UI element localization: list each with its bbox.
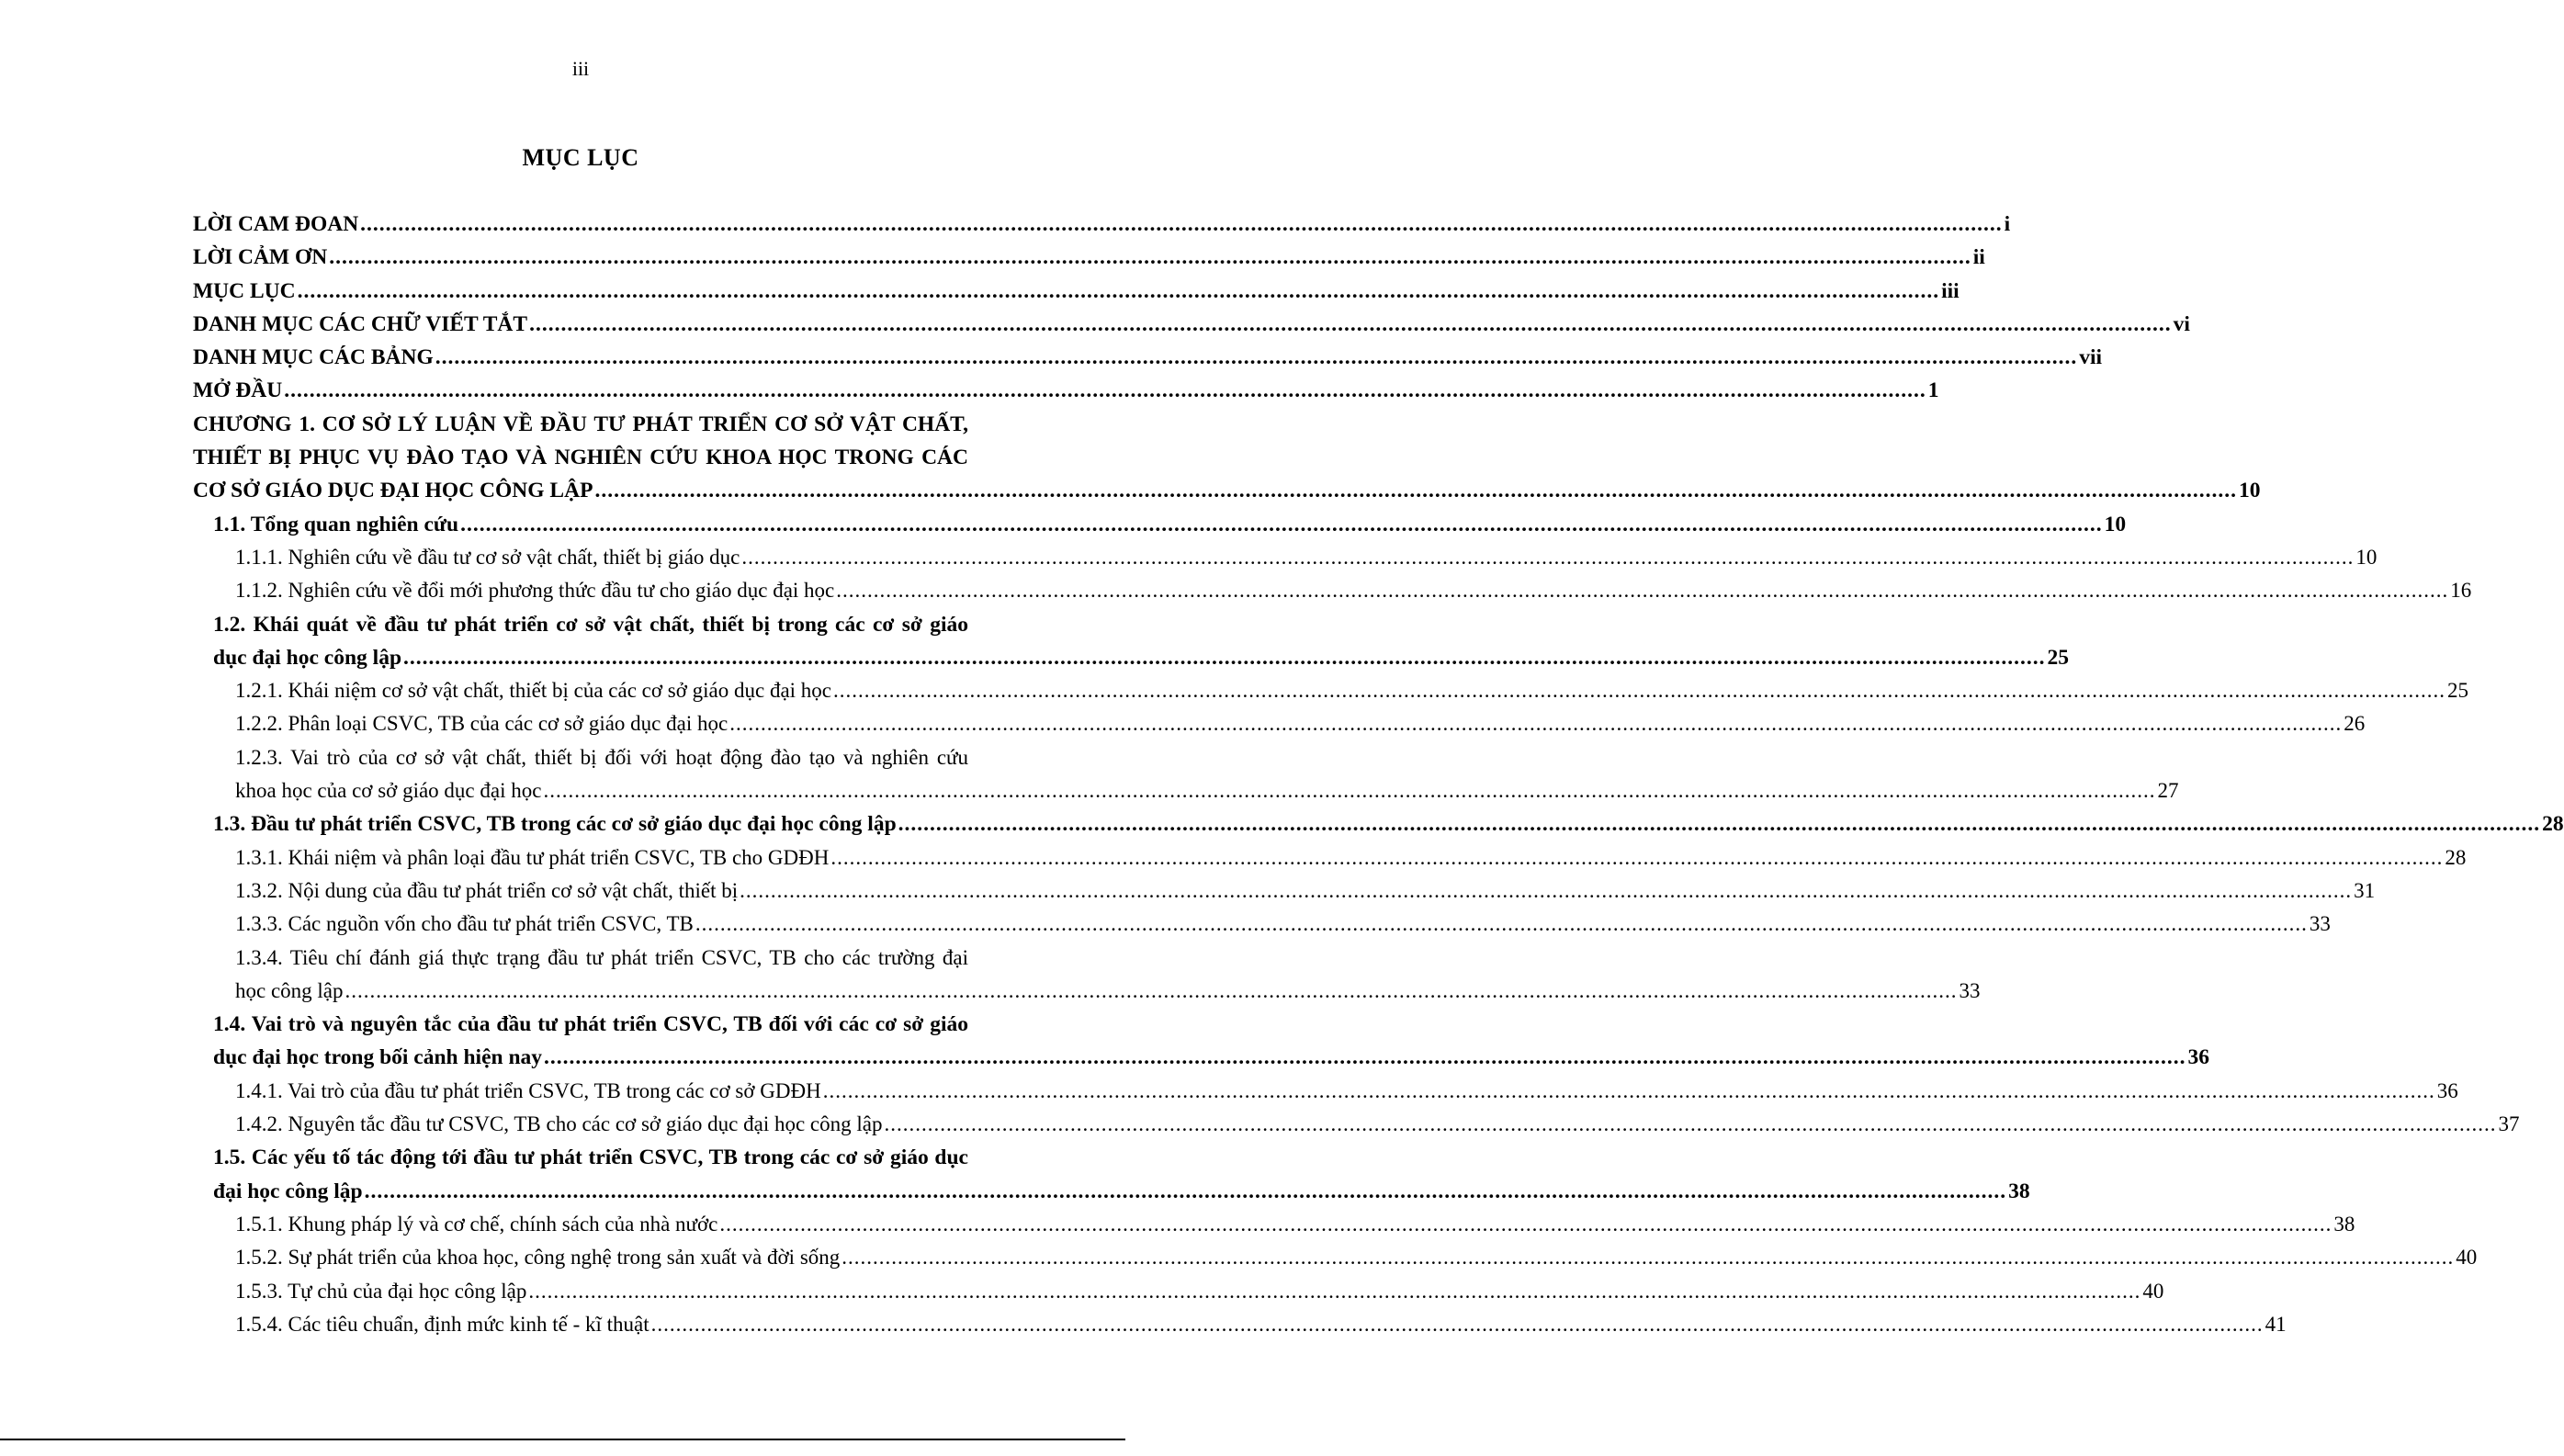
toc-entry-page-number: ii — [1972, 245, 1985, 270]
toc-entry-line — [213, 641, 2070, 674]
toc-entry-page-number: 16 — [2450, 579, 2472, 603]
toc-entry-label: 1.3.3. Các nguồn vốn cho đầu tư phát triển CSVC, TB — [235, 912, 694, 936]
toc-entry-line — [235, 908, 2331, 941]
toc-entry[interactable] — [193, 374, 1939, 407]
toc-entry[interactable] — [193, 1208, 2355, 1241]
toc-entry-page-number: 41 — [2265, 1312, 2287, 1336]
dot-leader — [544, 1045, 2186, 1069]
toc-entry-wrapped-line: CHƯƠNG 1. CƠ SỞ LÝ LUẬN VỀ ĐẦU TƯ PHÁT TRIỂN CƠ SỞ VẬT CHẤT, — [193, 412, 968, 436]
toc-entry-page-number: vii — [2079, 345, 2103, 370]
toc-entry[interactable] — [193, 1141, 2030, 1208]
toc-entry-page-number: 26 — [2344, 712, 2366, 736]
dot-leader — [841, 1246, 2454, 1269]
toc-entry-line — [213, 807, 2564, 841]
dot-leader — [435, 345, 2078, 369]
toc-entry-line — [235, 875, 2376, 908]
toc-entry-line — [193, 341, 2103, 374]
toc-entry-wrapped-line: 1.4. Vai trò và nguyên tắc của đầu tư phát triển CSVC, TB đối với các cơ sở giáo — [213, 1012, 968, 1037]
toc-entry-line — [235, 841, 2467, 875]
toc-entry-page-number: 36 — [2436, 1078, 2458, 1102]
toc-entry[interactable] — [193, 308, 2190, 341]
toc-entry-page-number: 10 — [2104, 512, 2127, 536]
toc-entry[interactable] — [193, 1075, 2458, 1108]
dot-leader — [823, 1079, 2435, 1102]
toc-entry-page-number: 38 — [2333, 1212, 2355, 1236]
toc-entry-wrapped-line: 1.2.3. Vai trò của cơ sở vật chất, thiết bị đối với hoạt động đào tạo và nghiên cứu — [235, 745, 968, 769]
dot-leader — [695, 912, 2308, 935]
toc-entry[interactable] — [193, 1008, 2210, 1075]
toc-entry-page-number: 33 — [1959, 978, 1981, 1002]
toc-entry-page-number: i — [2004, 212, 2011, 236]
toc-entry-page-number: 31 — [2354, 878, 2376, 902]
toc-entry-page-number: 10 — [2355, 545, 2378, 569]
dot-leader — [298, 279, 1940, 303]
dot-leader — [836, 579, 2448, 602]
dot-leader — [594, 479, 2237, 502]
toc-entry[interactable] — [193, 1108, 2520, 1141]
dot-leader — [360, 212, 2003, 236]
toc-entry-line — [193, 474, 2261, 507]
toc-entry-label: 1.5.2. Sự phát triển của khoa học, công nghệ trong sản xuất và đời sống — [235, 1246, 841, 1270]
toc-entry-wrapped-line: 1.3.4. Tiêu chí đánh giá thực trạng đầu tư phát triển CSVC, TB cho các trường đại — [235, 945, 968, 969]
toc-entry[interactable] — [193, 275, 1960, 308]
toc-entry-label: 1.3.2. Nội dung của đầu tư phát triển cơ sở vật chất, thiết bị — [235, 878, 739, 902]
toc-entry-label: 1.5.3. Tự chủ của đại học công lập — [235, 1279, 527, 1303]
dot-leader — [729, 712, 2342, 735]
toc-entry[interactable] — [193, 908, 2331, 941]
toc-entry-label: 1.1. Tổng quan nghiên cứu — [213, 512, 459, 536]
toc-entry[interactable] — [193, 674, 2468, 707]
toc-entry-line — [235, 707, 2366, 740]
toc-entry-line — [235, 1275, 2164, 1308]
dot-leader — [885, 1112, 2497, 1135]
dot-leader — [329, 245, 1971, 269]
toc-entry[interactable] — [193, 341, 2103, 374]
toc-entry-page-number: 37 — [2498, 1112, 2520, 1136]
toc-entry-line — [235, 674, 2468, 707]
toc-entry-page-number: 25 — [2047, 645, 2070, 670]
toc-entry[interactable] — [193, 875, 2376, 908]
toc-entry-label: 1.3.1. Khái niệm và phân loại đầu tư phát triển CSVC, TB cho GDĐH — [235, 845, 830, 869]
toc-entry-page-number: 28 — [2542, 812, 2564, 837]
table-of-contents — [193, 208, 2564, 1341]
toc-entry[interactable] — [193, 707, 2366, 740]
toc-entry-line — [193, 241, 1985, 274]
toc-entry-line — [193, 308, 2190, 341]
toc-entry-page-number: 1 — [1927, 378, 1939, 403]
dot-leader — [543, 779, 2155, 802]
dot-leader — [741, 546, 2354, 569]
toc-entry-line — [213, 508, 2127, 541]
dot-leader — [830, 846, 2443, 869]
toc-entry-label: LỜI CAM ĐOAN — [193, 212, 359, 236]
toc-entry-line — [235, 574, 2472, 607]
toc-entry-line — [213, 1041, 2210, 1074]
toc-entry-label: MỞ ĐẦU — [193, 378, 283, 403]
toc-entry-label: CƠ SỞ GIÁO DỤC ĐẠI HỌC CÔNG LẬP — [193, 479, 593, 503]
toc-entry-label: dục đại học công lập — [213, 645, 402, 670]
toc-entry-page-number: iii — [1941, 278, 1960, 303]
page-title: MỤC LỤC — [522, 144, 639, 171]
toc-entry-line — [235, 1108, 2520, 1141]
toc-entry[interactable] — [193, 841, 2467, 875]
dot-leader — [740, 879, 2352, 902]
toc-entry-label: 1.2.1. Khái niệm cơ sở vật chất, thiết bị của các cơ sở giáo dục đại học — [235, 679, 831, 703]
toc-entry-line — [235, 975, 1981, 1008]
toc-entry-page-number: 40 — [2456, 1246, 2478, 1270]
dot-leader — [284, 378, 1926, 402]
toc-entry-label: 1.2.2. Phân loại CSVC, TB của các cơ sở giáo dục đại học — [235, 712, 729, 736]
toc-entry-wrapped-line: 1.5. Các yếu tố tác động tới đầu tư phát triển CSVC, TB trong các cơ sở giáo dục — [213, 1146, 968, 1170]
toc-entry-label: học công lập — [235, 978, 344, 1002]
page-number: iii — [571, 57, 590, 80]
toc-entry-line — [193, 374, 1939, 407]
toc-entry-page-number: 28 — [2445, 845, 2467, 869]
dot-leader — [460, 513, 2103, 536]
toc-entry-label: đại học công lập — [213, 1179, 363, 1203]
toc-entry-page-number: vi — [2173, 311, 2190, 336]
toc-entry[interactable] — [193, 574, 2472, 607]
toc-entry-label: DANH MỤC CÁC CHỮ VIẾT TẮT — [193, 311, 528, 336]
toc-entry[interactable] — [193, 807, 2564, 841]
toc-entry-label: 1.1.1. Nghiên cứu về đầu tư cơ sở vật chất, thiết bị giáo dục — [235, 545, 740, 569]
toc-entry-page-number: 33 — [2309, 912, 2331, 936]
toc-entry-label: 1.4.2. Nguyên tắc đầu tư CSVC, TB cho các cơ sở giáo dục đại học công lập — [235, 1112, 883, 1136]
toc-entry-label: 1.5.4. Các tiêu chuẩn, định mức kinh tế - kĩ thuật — [235, 1312, 649, 1336]
toc-entry-label: 1.5.1. Khung pháp lý và cơ chế, chính sách của nhà nước — [235, 1212, 718, 1236]
toc-entry-line — [235, 774, 2179, 807]
toc-entry-wrapped-line: 1.2. Khái quát về đầu tư phát triển cơ sở vật chất, thiết bị trong các cơ sở giáo — [213, 612, 968, 637]
toc-entry-label: DANH MỤC CÁC BẢNG — [193, 345, 434, 370]
dot-leader — [651, 1313, 2264, 1336]
toc-entry[interactable] — [193, 1275, 2164, 1308]
dot-leader — [833, 679, 2445, 702]
dot-leader — [719, 1213, 2332, 1236]
toc-entry-line — [235, 1075, 2458, 1108]
toc-entry-label: dục đại học trong bối cảnh hiện nay — [213, 1045, 543, 1070]
toc-entry-page-number: 10 — [2238, 479, 2261, 503]
toc-entry-line — [235, 541, 2378, 574]
toc-entry-line — [235, 1241, 2478, 1274]
toc-entry[interactable] — [193, 408, 2261, 508]
toc-entry-page-number: 25 — [2447, 679, 2468, 703]
toc-entry[interactable] — [193, 1241, 2478, 1274]
toc-entry-label: khoa học của cơ sở giáo dục đại học — [235, 779, 542, 803]
toc-entry-page-number: 40 — [2142, 1279, 2164, 1303]
toc-entry-line — [235, 1308, 2287, 1341]
dot-leader — [365, 1179, 2007, 1203]
toc-entry-label: 1.3. Đầu tư phát triển CSVC, TB trong các cơ sở giáo dục đại học công lập — [213, 812, 897, 837]
page-bottom-border — [0, 1439, 1125, 1440]
toc-entry-line — [235, 1208, 2355, 1241]
toc-entry[interactable] — [193, 1308, 2287, 1341]
toc-entry[interactable] — [193, 541, 2378, 574]
toc-entry[interactable] — [193, 741, 2179, 808]
toc-entry[interactable] — [193, 608, 2070, 675]
toc-entry[interactable] — [193, 241, 1985, 274]
toc-entry-label: 1.1.2. Nghiên cứu về đổi mới phương thức đầu tư cho giáo dục đại học — [235, 579, 835, 603]
toc-entry-line — [193, 208, 2011, 241]
toc-entry[interactable] — [193, 208, 2011, 241]
toc-entry-wrapped-line: THIẾT BỊ PHỤC VỤ ĐÀO TẠO VÀ NGHIÊN CỨU KHOA HỌC TRONG CÁC — [193, 446, 968, 470]
dot-leader — [529, 312, 2172, 336]
toc-entry-page-number: 36 — [2187, 1045, 2210, 1070]
dot-leader — [528, 1280, 2140, 1303]
toc-entry-page-number: 38 — [2008, 1179, 2030, 1203]
toc-entry-label: 1.4.1. Vai trò của đầu tư phát triển CSVC, TB trong các cơ sở GDĐH — [235, 1078, 821, 1102]
toc-entry-line — [193, 275, 1960, 308]
dot-leader — [898, 812, 2541, 836]
dot-leader — [345, 979, 1958, 1002]
toc-entry-label: MỤC LỤC — [193, 278, 296, 303]
toc-entry[interactable] — [193, 942, 1981, 1009]
dot-leader — [403, 646, 2046, 670]
toc-entry[interactable] — [193, 508, 2127, 541]
toc-entry-page-number: 27 — [2157, 779, 2179, 803]
toc-entry-label: LỜI CẢM ƠN — [193, 245, 328, 270]
toc-entry-line — [213, 1175, 2030, 1208]
